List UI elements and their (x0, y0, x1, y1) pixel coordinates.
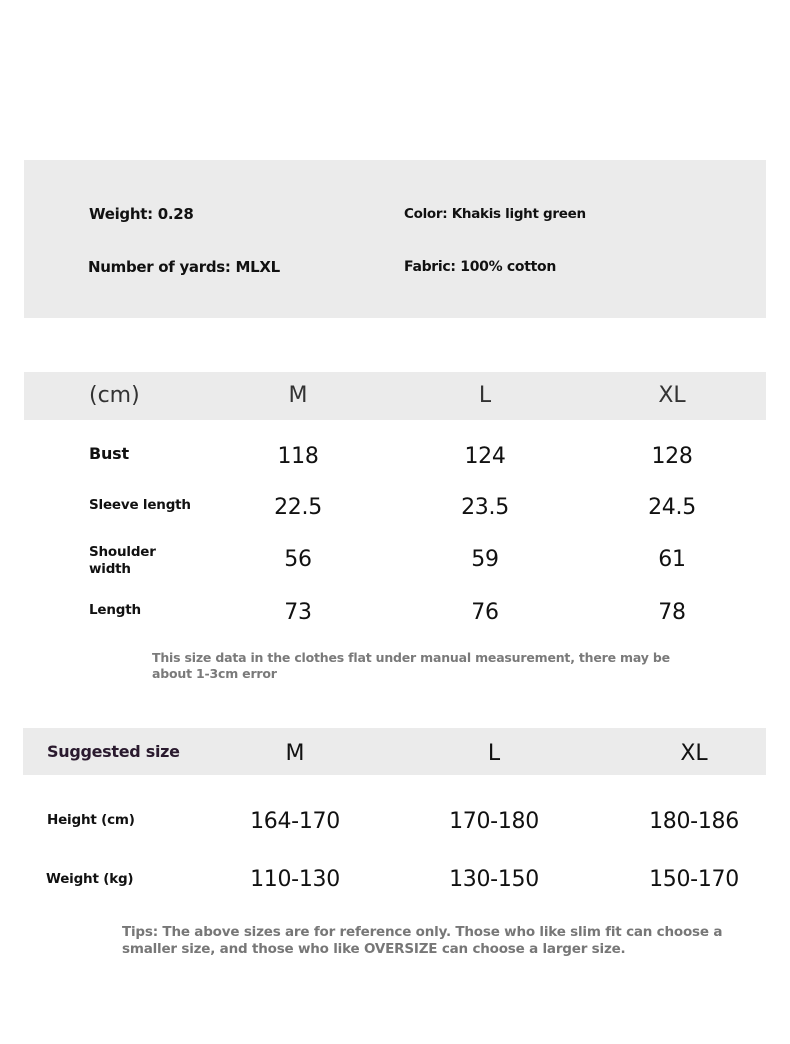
row-label-shoulder: Shoulder (89, 544, 156, 560)
table-cell: 150-170 (649, 867, 739, 892)
measurement-note-line1: This size data in the clothes flat under manual measurement, there may be (152, 650, 670, 665)
suggested-header-m: M (285, 741, 305, 766)
table-cell: 124 (464, 444, 506, 469)
unit-label: (cm) (89, 383, 140, 408)
table-cell: 118 (277, 444, 319, 469)
table-cell: 164-170 (250, 809, 340, 834)
suggested-header-xl: XL (680, 741, 708, 766)
tips-line2: smaller size, and those who like OVERSIZE can choose a larger size. (122, 941, 626, 957)
table-cell: 22.5 (274, 495, 322, 520)
table-cell: 128 (651, 444, 693, 469)
table-cell: 23.5 (461, 495, 509, 520)
size-header-m: M (288, 383, 308, 408)
table-cell: 73 (284, 600, 312, 625)
weight-label: Weight: 0.28 (89, 205, 194, 223)
table-cell: 110-130 (250, 867, 340, 892)
row-label-sleeve-length: Sleeve length (89, 497, 191, 513)
table-cell: 180-186 (649, 809, 739, 834)
measurement-note-line2: about 1-3cm error (152, 666, 277, 681)
table-cell: 24.5 (648, 495, 696, 520)
table-cell: 130-150 (449, 867, 539, 892)
row-label-length: Length (89, 602, 141, 618)
row-label-width: width (89, 561, 131, 577)
color-label: Color: Khakis light green (404, 206, 586, 222)
fabric-label: Fabric: 100% cotton (404, 259, 556, 275)
suggested-header-l: L (487, 741, 501, 766)
yards-label: Number of yards: MLXL (88, 258, 280, 276)
size-header-xl: XL (658, 383, 686, 408)
row-label-weight: Weight (kg) (46, 871, 134, 887)
tips-line1: Tips: The above sizes are for reference only. Those who like slim fit can choose a (122, 924, 723, 940)
table-cell: 78 (658, 600, 686, 625)
table-cell: 76 (471, 600, 499, 625)
table-cell: 59 (471, 547, 499, 572)
product-info-box (24, 160, 766, 318)
table-cell: 61 (658, 547, 686, 572)
row-label-bust: Bust (89, 444, 129, 463)
row-label-height: Height (cm) (47, 812, 135, 828)
table-cell: 170-180 (449, 809, 539, 834)
size-header-l: L (478, 383, 492, 408)
suggested-size-title: Suggested size (47, 742, 180, 761)
table-cell: 56 (284, 547, 312, 572)
